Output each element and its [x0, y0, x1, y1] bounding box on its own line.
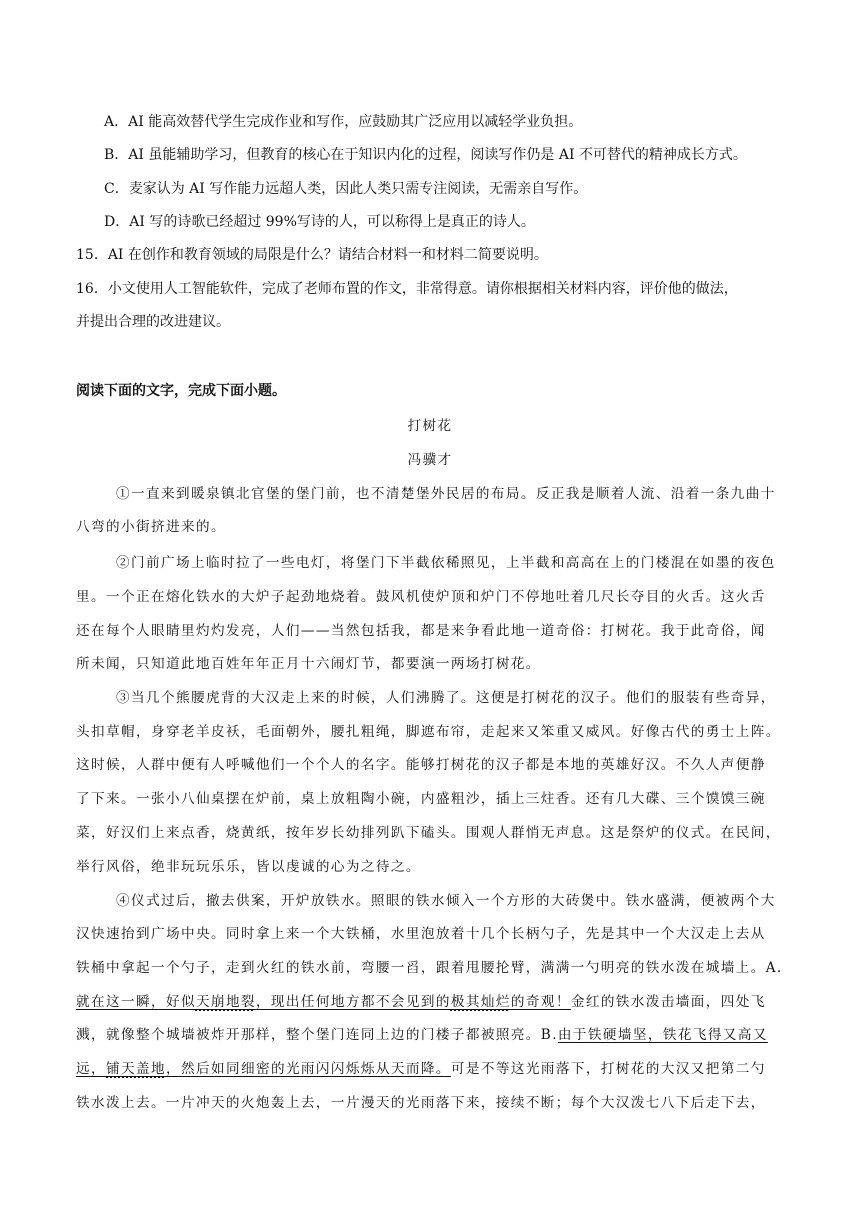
option-b: B．AI 虽能辅助学习，但教育的核心在于知识内化的过程，阅读写作仍是 AI 不可替代的精神成长方式。: [104, 147, 747, 163]
paragraph-4-line-6: 远，铺天盖地，然后如同细密的光雨闪闪烁烁从天而降。可是不等这光雨落下，打树花的大汉又把第二勺: [76, 1061, 766, 1077]
paragraph-3-line-4: 了下来。一张小八仙桌摆在炉前，桌上放粗陶小碗，内盛粗沙，插上三炷香。还有几大碟、三个馍馍三碗: [76, 791, 766, 807]
article-title: 打树花: [407, 418, 453, 434]
option-a: A．AI 能高效替代学生完成作业和写作，应鼓励其广泛应用以减轻学业负担。: [104, 114, 583, 130]
paragraph-2-line-2: 里。一个正在熔化铁水的大炉子起劲地烧着。鼓风机使炉顶和炉门不停地吐着几尺长夺目的火舌。这火舌: [76, 589, 766, 605]
question-15: 15．AI 在创作和教育领域的局限是什么？请结合材料一和材料二简要说明。: [76, 247, 548, 263]
paragraph-1-line-2: 八弯的小街挤进来的。: [76, 519, 226, 535]
paragraph-3-line-3: 这时候，人群中便有人呼喊他们一个个人的名字。能够打树花的汉子都是本地的英雄好汉。不久人声便静: [76, 757, 766, 773]
underlined-sentence-a: 就在这一瞬，好似天崩地裂，现出任何地方都不会见到的极其灿烂的奇观！: [76, 994, 571, 1010]
option-c: C．麦家认为 AI 写作能力远超人类，因此人类只需专注阅读，无需亲自写作。: [104, 181, 588, 197]
dotted-phrase-tianbengdilie: 天崩地裂: [195, 994, 256, 1010]
section-instruction: 阅读下面的文字，完成下面小题。: [76, 383, 286, 399]
paragraph-3-line-1: ③当几个熊腰虎背的大汉走上来的时候，人们沸腾了。这便是打树花的汉子。他们的服装有些奇异，: [116, 690, 776, 706]
underlined-sentence-b-part-1: 由于铁硬墙坚，铁花飞得又高又: [557, 1027, 768, 1043]
option-d: D．AI 写的诗歌已经超过 99%写诗的人，可以称得上是真正的诗人。: [104, 214, 535, 230]
question-16-line-1: 16．小文使用人工智能软件，完成了老师布置的作文，非常得意。请你根据相关材料内容，评价他的做法，: [76, 281, 738, 297]
paragraph-4-line-3: 铁桶中拿起一个勺子，走到火红的铁水前，弯腰一舀，跟着甩腰抡臂，满满一勺明亮的铁水泼在城墙上。A.: [76, 960, 783, 976]
paragraph-2-line-3: 还在每个人眼睛里灼灼发亮，人们——当然包括我，都是来争看此地一道奇俗：打树花。我于此奇俗，闻: [76, 623, 766, 639]
paragraph-4-line-1: ④仪式过后，撤去供案，开炉放铁水。照眼的铁水倾入一个方形的大砖煲中。铁水盛满，便被两个大: [116, 893, 776, 909]
dotted-phrase-jiqicanlan: 极其灿烂: [450, 994, 511, 1010]
paragraph-3-line-5: 菜，好汉们上来点香，烧黄纸，按年岁长幼排列趴下磕头。围观人群悄无声息。这是祭炉的仪式。在民间，: [76, 825, 781, 841]
paragraph-1-line-1: ①一直来到暖泉镇北官堡的堡门前，也不清楚堡外民居的布局。反正我是顺着人流、沿着一条九曲十: [116, 486, 776, 502]
paragraph-3-line-6: 举行风俗，绝非玩玩乐乐，皆以虔诚的心为之待之。: [76, 859, 421, 875]
dotted-phrase-putiangaidi: 铺天盖地: [106, 1061, 166, 1077]
paragraph-4-line-4: 就在这一瞬，好似天崩地裂，现出任何地方都不会见到的极其灿烂的奇观！金红的铁水泼击墙面，四处飞: [76, 994, 766, 1010]
paragraph-4-line-5: 溅，就像整个城墙被炸开那样，整个堡门连同上边的门楼子都被照亮。B.由于铁硬墙坚，铁花飞得又高又: [76, 1027, 768, 1043]
paragraph-2-line-1: ②门前广场上临时拉了一些电灯，将堡门下半截依稀照见，上半截和高高在上的门楼混在如墨的夜色: [116, 555, 776, 571]
paragraph-3-line-2: 头扣草帽，身穿老羊皮袄，毛面朝外，腰扎粗绳，脚遮布帘，走起来又笨重又威风。好像古代的勇士上阵。: [76, 724, 781, 740]
underlined-sentence-b-part-2: 远，铺天盖地，然后如同细密的光雨闪闪烁烁从天而降。: [76, 1061, 451, 1077]
article-author: 冯骥才: [407, 452, 453, 468]
paragraph-4-line-7: 铁水泼上去。一片冲天的火炮轰上去，一片漫天的光雨落下来，接续不断；每个大汉泼七八下后走下去，: [76, 1095, 766, 1111]
question-16-line-2: 并提出合理的改进建议。: [76, 314, 230, 330]
paragraph-4-line-2: 汉快速抬到广场中央。同时拿上来一个大铁桶，水里泡放着十几个长柄勺子，先是其中一个大汉走上去从: [76, 926, 766, 942]
paragraph-2-line-4: 所未闻，只知道此地百姓年年正月十六闹灯节，都要演一两场打树花。: [76, 656, 541, 672]
